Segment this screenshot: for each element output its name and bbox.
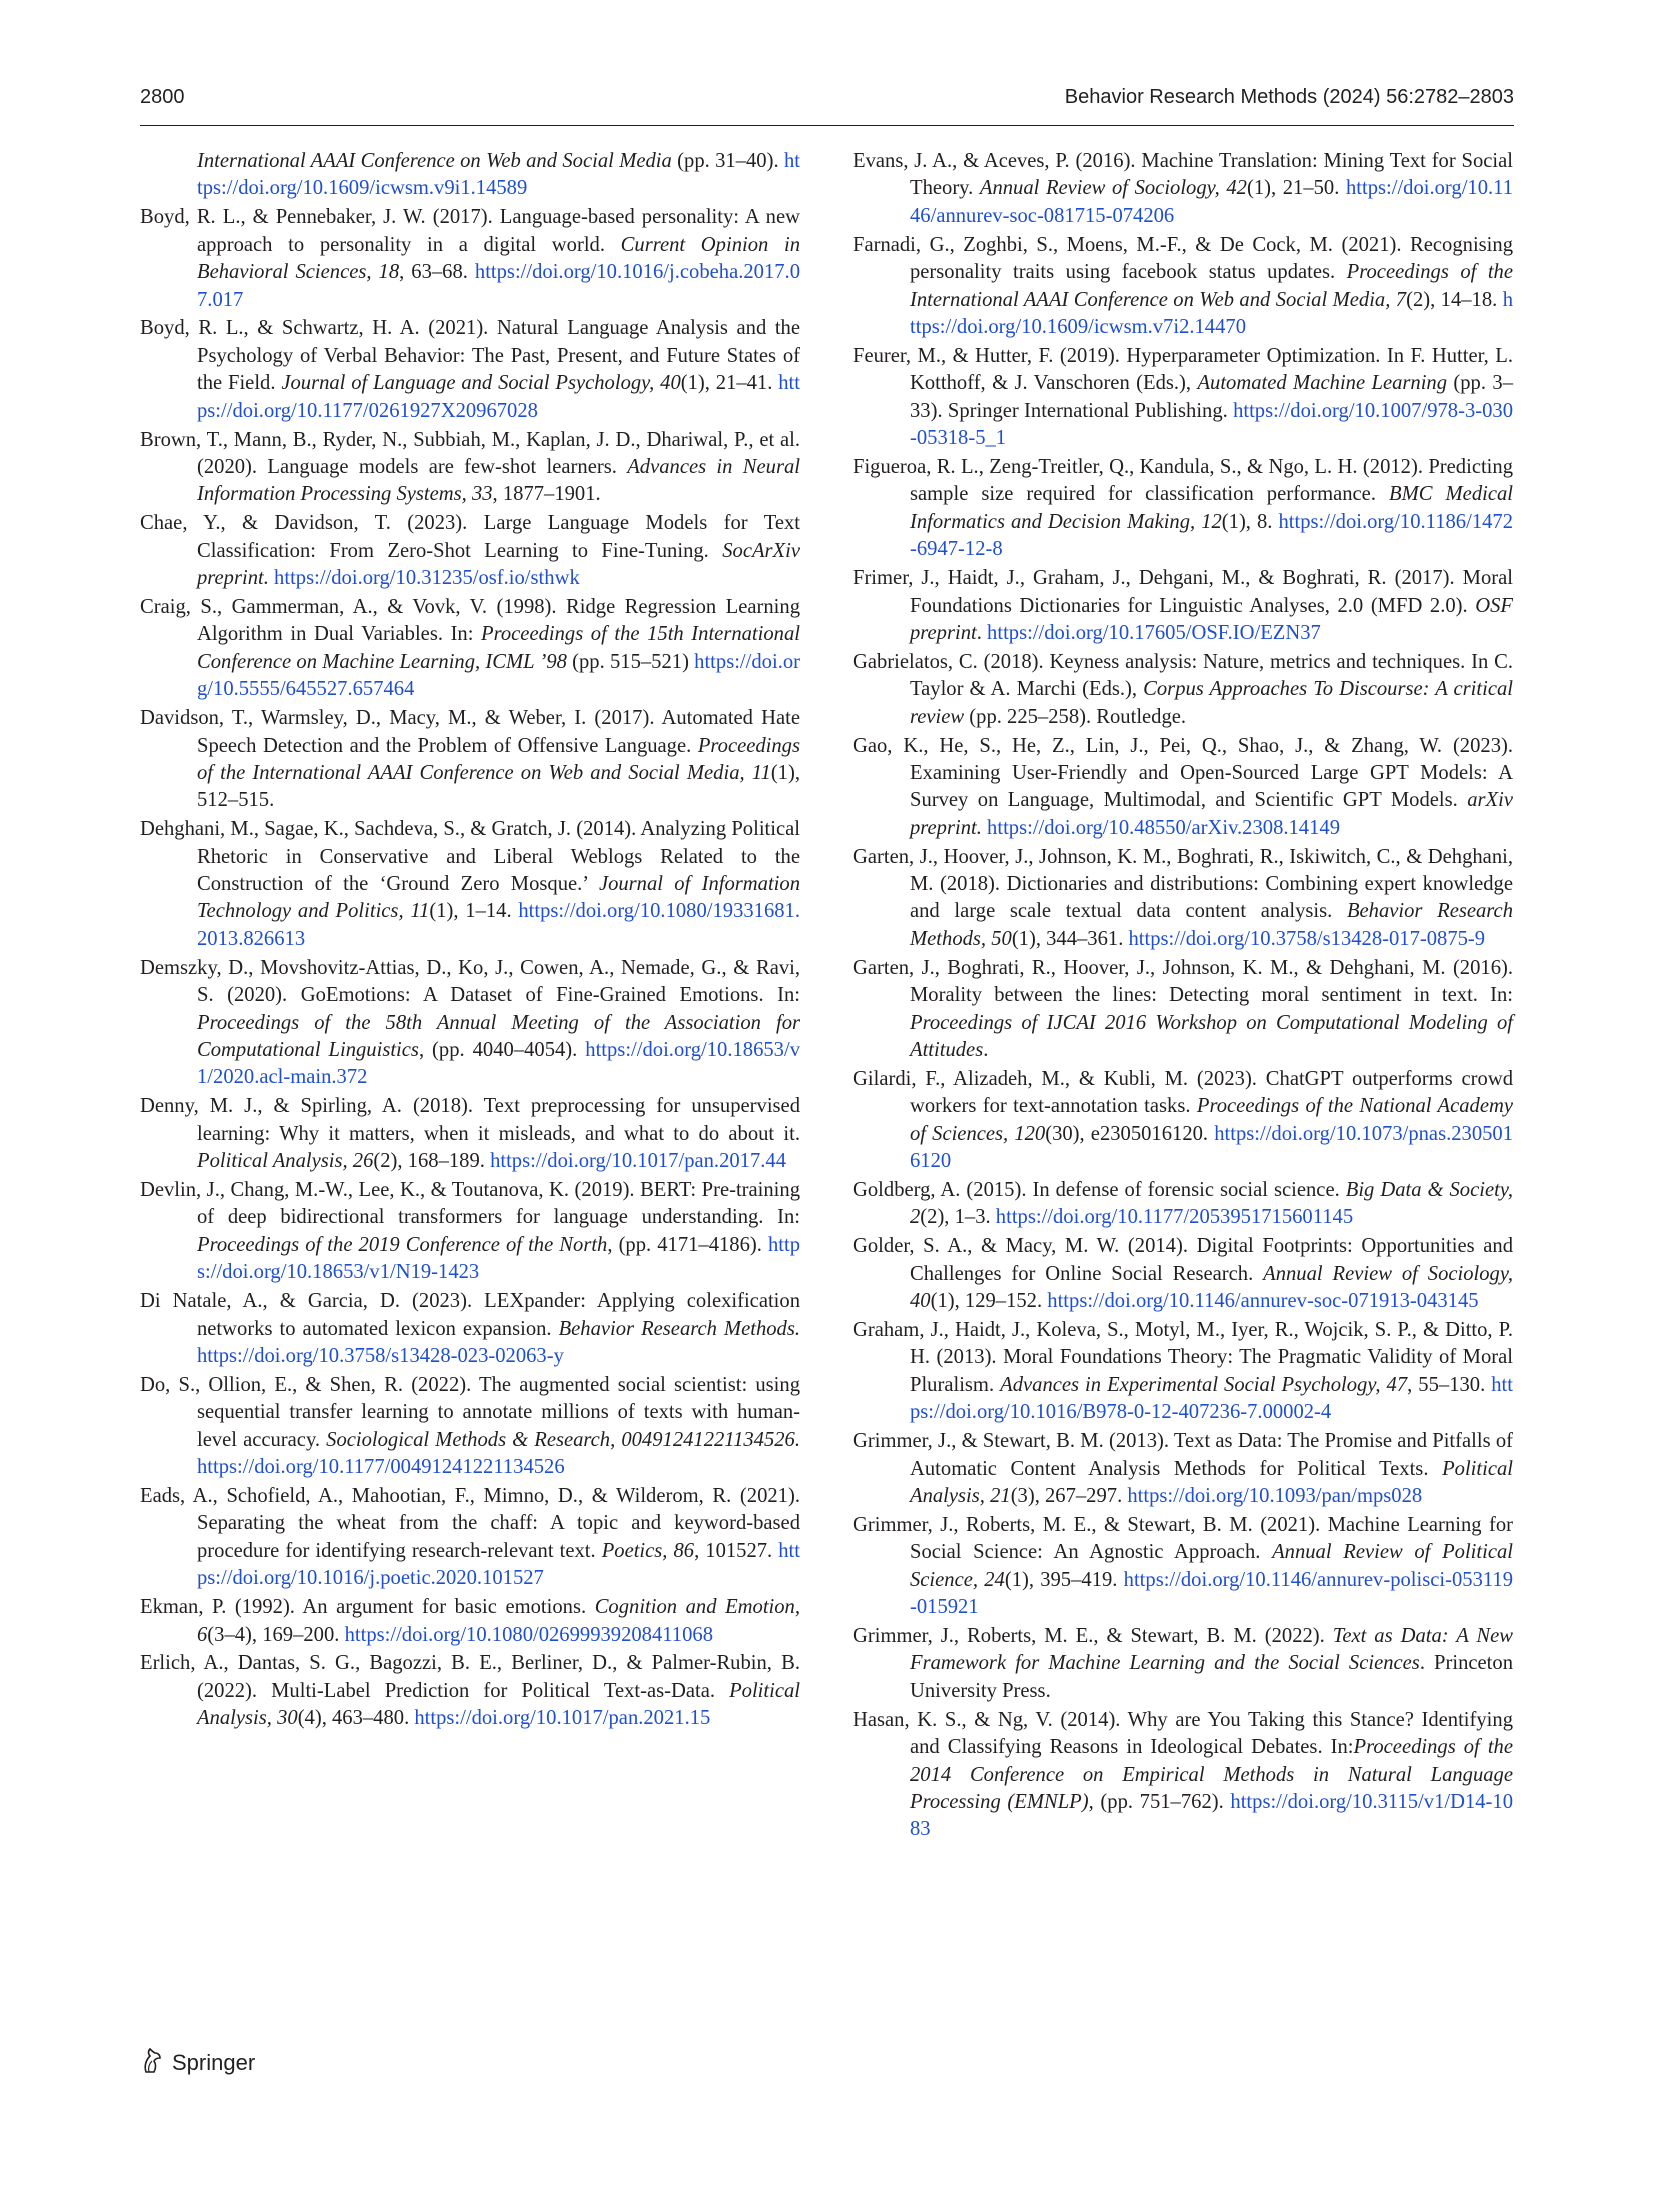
- reference-details: (pp. 3–33). Springer International Publishing.: [910, 372, 1513, 422]
- reference-text: [853, 1233, 1513, 1315]
- reference-authors-title: Grimmer, J., Roberts, M. E., & Stewart, B. M. (2021). Machine Learning for Social Science: An Agnostic Approach.: [853, 1513, 1513, 1564]
- reference-text: [853, 1623, 1514, 1705]
- reference-source: Advances in Experimental Social Psychology, 47: [1000, 1373, 1408, 1396]
- reference-source: Proceedings of the 58th Annual Meeting of the Association for Computational Linguistics: [197, 1011, 800, 1061]
- reference-entry: [140, 1093, 800, 1175]
- reference-entry: [140, 705, 800, 815]
- reference-text: [140, 510, 800, 592]
- reference-authors-title: Garten, J., Hoover, J., Johnson, K. M., Boghrati, R., Iskiwitch, C., & Dehghani, M. (2018). Dictionaries and distributions: Combining expert knowledge and large scale textual data content analysis.: [853, 845, 1513, 923]
- reference-authors-title: Dehghani, M., Sagae, K., Sachdeva, S., & Gratch, J. (2014). Analyzing Political Rhetoric in Conservative and Liberal Weblogs Related to the Construction of the ‘Ground Zero Mosque.’: [140, 818, 800, 896]
- reference-entry: [140, 1594, 800, 1649]
- doi-link[interactable]: https://doi.org/10.1186/1472-6947-12-8: [910, 510, 1514, 561]
- reference-authors-title: Graham, J., Haidt, J., Koleva, S., Motyl, M., Iyer, R., Wojcik, S. P., & Ditto, P. H. (2013). Moral Foundations Theory: The Pragmatic Validity of Moral Pluralism.: [853, 1319, 1513, 1396]
- reference-source: Political Analysis, 21: [910, 1457, 1513, 1507]
- doi-link[interactable]: https://doi.org/10.18653/v1/2020.acl-main.372: [197, 1039, 800, 1089]
- doi-link[interactable]: https://doi.org/10.1146/annurev-soc-071913-043145: [1047, 1290, 1479, 1313]
- reference-authors-title: Denny, M. J., & Spirling, A. (2018). Text preprocessing for unsupervised learning: Why it matters, when it misleads, and what to do about it.: [140, 1095, 800, 1145]
- reference-entry: [853, 1317, 1513, 1427]
- reference-text: [140, 1093, 800, 1175]
- reference-entry: [853, 232, 1513, 342]
- doi-link[interactable]: https://doi.org/10.1016/j.poetic.2020.101527: [197, 1539, 800, 1590]
- running-header: [140, 86, 1514, 116]
- doi-link[interactable]: https://doi.org/10.1017/pan.2021.15: [414, 1707, 711, 1730]
- reference-text: [853, 454, 1514, 564]
- reference-source: Big Data & Society, 2: [910, 1179, 1513, 1229]
- doi-link[interactable]: https://doi.org/10.1080/02699939208411068: [344, 1623, 713, 1646]
- reference-details: (3–4), 169–200.: [207, 1623, 345, 1646]
- reference-source: Proceedings of the 2014 Conference on Empirical Methods in Natural Language Processing (EMNLP): [910, 1736, 1513, 1813]
- references-right-column: [853, 148, 1513, 1845]
- reference-source: International AAAI Conference on Web and Social Media: [197, 150, 672, 172]
- reference-text: [140, 1177, 801, 1287]
- reference-details: (1), 344–361.: [1011, 927, 1129, 950]
- reference-source: Current Opinion in Behavioral Sciences, 18: [197, 233, 800, 284]
- reference-text: [853, 343, 1513, 453]
- doi-link[interactable]: https://doi.org/10.1177/0261927X20967028: [197, 372, 800, 422]
- reference-text: [140, 955, 800, 1092]
- references-left-column: [140, 148, 800, 1734]
- reference-details: (1), 21–41.: [680, 372, 779, 395]
- doi-link[interactable]: https://doi.org/10.3758/s13428-023-02063-y: [197, 1344, 564, 1367]
- reference-details: (1), 21–50.: [1246, 177, 1346, 200]
- doi-link[interactable]: https://doi.org/10.17605/OSF.IO/EZN37: [987, 621, 1321, 644]
- reference-entry: [140, 1483, 800, 1593]
- reference-authors-title: Feurer, M., & Hutter, F. (2019). Hyperparameter Optimization. In F. Hutter, L. Kotthoff, & J. Vanschoren (Eds.),: [853, 344, 1513, 395]
- springer-logo-icon: [140, 2046, 164, 2074]
- reference-source: Political Analysis, 26: [197, 1150, 374, 1173]
- reference-details: (1), 395–419.: [1004, 1568, 1124, 1591]
- doi-link[interactable]: https://doi.org/10.18653/v1/N19-1423: [197, 1233, 801, 1284]
- reference-details: (1), 8.: [1221, 510, 1279, 533]
- reference-details: , (pp. 4171–4186).: [607, 1233, 768, 1256]
- reference-text: [853, 148, 1514, 230]
- publisher-name: Springer: [172, 2050, 256, 2075]
- reference-authors-title: Di Natale, A., & Garcia, D. (2023). LEXpander: Applying colexification networks to automated lexicon expansion.: [140, 1290, 800, 1340]
- reference-text: [140, 816, 800, 953]
- reference-details: (1), 129–152.: [930, 1290, 1048, 1313]
- reference-source: Poetics, 86: [601, 1539, 695, 1562]
- reference-entry: [140, 816, 800, 953]
- reference-details: .: [983, 1039, 989, 1061]
- reference-text: [140, 1372, 800, 1482]
- reference-entry: [140, 1650, 800, 1732]
- reference-details: , (pp. 751–762).: [1088, 1790, 1231, 1813]
- reference-authors-title: Craig, S., Gammerman, A., & Vovk, V. (1998). Ridge Regression Learning Algorithm in Dual Variables. In:: [140, 596, 800, 646]
- reference-text: [143, 148, 800, 203]
- reference-source: Proceedings of the International AAAI Conference on Web and Social Media, 11: [197, 734, 800, 784]
- reference-source: Political Analysis, 30: [197, 1679, 800, 1730]
- reference-source: Proceedings of the 15th International Conference on Machine Learning, ICML ’98: [197, 623, 800, 673]
- publisher-footer: [140, 2048, 255, 2078]
- reference-text: [853, 1512, 1513, 1622]
- reference-entry: [853, 1623, 1513, 1705]
- reference-text: [140, 594, 800, 704]
- reference-details: (pp. 515–521): [566, 650, 695, 673]
- reference-authors-title: Golder, S. A., & Macy, M. W. (2014). Digital Footprints: Opportunities and Challenges for Online Social Research.: [853, 1235, 1513, 1285]
- reference-source: BMC Medical Informatics and Decision Making, 12: [910, 483, 1513, 533]
- reference-authors-title: Goldberg, A. (2015). In defense of forensic social science.: [853, 1179, 1346, 1202]
- reference-text: [853, 1317, 1513, 1427]
- reference-entry: [140, 315, 800, 425]
- doi-link[interactable]: https://doi.org/10.48550/arXiv.2308.14149: [987, 816, 1340, 839]
- header-rule: [140, 125, 1514, 126]
- reference-authors-title: Devlin, J., Chang, M.-W., Lee, K., & Toutanova, K. (2019). BERT: Pre-training of deep bidirectional transformers for language understanding. In:: [140, 1179, 800, 1229]
- doi-link[interactable]: https://doi.org/10.1007/978-3-030-05318-5_1: [910, 399, 1513, 450]
- reference-details: (2), 14–18.: [1406, 288, 1503, 311]
- reference-source: Annual Review of Political Science, 24: [910, 1541, 1513, 1591]
- doi-link[interactable]: https://doi.org/10.1609/icwsm.v7i2.14470: [910, 288, 1514, 338]
- springer-horse-icon: [140, 2046, 164, 2080]
- reference-text: [140, 1650, 800, 1732]
- reference-entry: [853, 565, 1513, 647]
- reference-entry: [853, 1233, 1513, 1315]
- reference-entry: [853, 955, 1513, 1065]
- reference-text: [853, 733, 1513, 843]
- reference-text: [853, 844, 1513, 954]
- reference-entry: [140, 148, 800, 203]
- reference-entry: [853, 1177, 1513, 1232]
- reference-authors-title: Chae, Y., & Davidson, T. (2023). Large Language Models for Text Classification: From Zero-Shot Learning to Fine-Tuning.: [140, 512, 800, 562]
- reference-entry: [853, 454, 1513, 564]
- reference-details: (30), e2305016120.: [1045, 1122, 1215, 1145]
- reference-authors-title: Gao, K., He, S., He, Z., Lin, J., Pei, Q., Shao, J., & Zhang, W. (2023). Examining User-Friendly and Open-Sourced Large GPT Models: A Survey on Language, Multimodal, and Scientific GPT Models.: [853, 734, 1513, 812]
- reference-authors-title: Hasan, K. S., & Ng, V. (2014). Why are You Taking this Stance? Identifying and Classifying Reasons in Ideological Debates. In:: [853, 1708, 1513, 1759]
- doi-link[interactable]: https://doi.org/10.1146/annurev-soc-081715-074206: [910, 177, 1514, 227]
- reference-text: [140, 427, 800, 509]
- reference-authors-title: Grimmer, J., Roberts, M. E., & Stewart, B. M. (2022).: [853, 1625, 1333, 1648]
- reference-entry: [140, 1177, 800, 1287]
- reference-authors-title: Garten, J., Boghrati, R., Hoover, J., Johnson, K. M., & Dehghani, M. (2016). Morality between the lines: Detecting moral sentiment in text. In:: [853, 956, 1513, 1007]
- reference-source: Proceedings of the 2019 Conference of the North: [197, 1233, 608, 1256]
- reference-entry: [140, 955, 800, 1092]
- reference-text: [853, 1707, 1514, 1844]
- reference-source: Corpus Approaches To Discourse: A critical review: [910, 678, 1513, 728]
- reference-source: Sociological Methods & Research, 00491241221134526.: [326, 1428, 800, 1451]
- reference-source: Journal of Language and Social Psychology, 40: [281, 372, 681, 395]
- reference-source: Text as Data: A New Framework for Machine Learning and the Social Sciences: [910, 1625, 1514, 1675]
- reference-source: Behavior Research Methods, 50: [910, 900, 1513, 950]
- doi-link[interactable]: https://doi.org/10.1073/pnas.2305016120: [910, 1122, 1514, 1173]
- doi-link[interactable]: https://doi.org/10.3115/v1/D14-1083: [910, 1790, 1514, 1841]
- reference-authors-title: Erlich, A., Dantas, S. G., Bagozzi, B. E., Berliner, D., & Palmer-Rubin, B. (2022). Multi-Label Prediction for Political Text-as-Data.: [140, 1652, 800, 1702]
- reference-text: [853, 1428, 1513, 1510]
- reference-source: Automated Machine Learning: [1197, 372, 1448, 395]
- reference-authors-title: Gabrielatos, C. (2018). Keyness analysis: Nature, metrics and techniques. In C. Taylor & A. Marchi (Eds.),: [853, 650, 1513, 701]
- reference-authors-title: Evans, J. A., & Aceves, P. (2016). Machine Translation: Mining Text for Social Theory.: [853, 150, 1513, 200]
- reference-text: [853, 232, 1514, 342]
- reference-authors-title: Grimmer, J., & Stewart, B. M. (2013). Text as Data: The Promise and Pitfalls of Automatic Content Analysis Methods for Political Texts.: [853, 1430, 1513, 1480]
- reference-authors-title: Farnadi, G., Zoghbi, S., Moens, M.-F., & De Cock, M. (2021). Recognising personality traits using facebook status updates.: [853, 233, 1513, 284]
- reference-details: (pp. 225–258). Routledge.: [964, 705, 1187, 728]
- doi-link[interactable]: https://doi.org/10.1080/19331681.2013.826613: [197, 900, 800, 950]
- reference-details: . Princeton University Press.: [910, 1652, 1513, 1702]
- reference-entry: [140, 1372, 800, 1482]
- reference-details: (1), 1–14.: [429, 900, 519, 923]
- reference-entry: [853, 844, 1513, 954]
- reference-text: [140, 1288, 801, 1370]
- reference-text: [140, 315, 800, 425]
- doi-link[interactable]: https://doi.org/10.1016/B978-0-12-407236-7.00002-4: [910, 1373, 1513, 1424]
- reference-text: [140, 204, 800, 314]
- reference-source: OSF preprint: [910, 594, 1513, 644]
- reference-source: Cognition and Emotion, 6: [197, 1596, 801, 1646]
- doi-link[interactable]: https://doi.org/10.5555/645527.657464: [197, 650, 800, 701]
- reference-text: [140, 1483, 800, 1593]
- reference-source: Journal of Information Technology and Politics, 11: [197, 873, 800, 923]
- reference-entry: [853, 733, 1513, 843]
- reference-details: , (pp. 4040–4054).: [418, 1039, 586, 1061]
- reference-source: SocArXiv preprint.: [197, 539, 800, 590]
- reference-text: [853, 1066, 1514, 1176]
- reference-entry: [853, 343, 1513, 453]
- reference-details: , 63–68.: [399, 261, 475, 284]
- reference-details: (2), 168–189.: [373, 1150, 491, 1173]
- reference-entry: [140, 204, 800, 314]
- reference-details: (3), 267–297.: [1010, 1485, 1128, 1507]
- reference-text: [853, 955, 1513, 1065]
- reference-details: , 101527.: [694, 1539, 779, 1562]
- doi-link[interactable]: https://doi.org/10.1609/icwsm.v9i1.14589: [197, 150, 800, 200]
- reference-entry: [853, 649, 1513, 731]
- reference-source: Proceedings of the National Academy of Sciences, 120: [910, 1095, 1513, 1145]
- reference-entry: [140, 594, 800, 704]
- reference-authors-title: Figueroa, R. L., Zeng-Treitler, Q., Kandula, S., & Ngo, L. H. (2012). Predicting sample size required for classification performance.: [853, 455, 1513, 506]
- reference-authors-title: Frimer, J., Haidt, J., Graham, J., Dehgani, M., & Boghrati, R. (2017). Moral Foundations Dictionaries for Linguistic Analyses, 2.0 (MFD 2.0).: [853, 567, 1513, 617]
- doi-link[interactable]: https://doi.org/10.1177/00491241221134526: [197, 1456, 565, 1479]
- reference-authors-title: Boyd, R. L., & Schwartz, H. A. (2021). Natural Language Analysis and the Psychology of Verbal Behavior: The Past, Present, and Future States of the Field.: [140, 317, 800, 395]
- reference-details: (pp. 31–40).: [671, 150, 784, 172]
- doi-link[interactable]: https://doi.org/10.1017/pan.2017.44: [490, 1150, 787, 1173]
- page-number: 2800: [140, 86, 185, 108]
- reference-source: Proceedings of the International AAAI Conference on Web and Social Media, 7: [910, 261, 1513, 311]
- doi-link[interactable]: https://doi.org/10.1146/annurev-polisci-053119-015921: [910, 1568, 1513, 1619]
- reference-text: [140, 1594, 801, 1649]
- reference-text: [140, 705, 800, 815]
- doi-link[interactable]: https://doi.org/10.3758/s13428-017-0875-9: [1128, 927, 1486, 950]
- reference-authors-title: Do, S., Ollion, E., & Shen, R. (2022). The augmented social scientist: using sequential transfer learning to annotate millions of texts with human-level accuracy.: [140, 1373, 800, 1451]
- journal-citation: Behavior Research Methods (2024) 56:2782–2803: [1064, 86, 1514, 108]
- doi-link[interactable]: https://doi.org/10.1177/2053951715601145: [995, 1206, 1354, 1229]
- doi-link[interactable]: https://doi.org/10.1016/j.cobeha.2017.07.017: [197, 261, 800, 311]
- reference-authors-title: Boyd, R. L., & Pennebaker, J. W. (2017). Language-based personality: A new approach to personality in a digital world.: [140, 206, 800, 256]
- reference-source: arXiv preprint.: [910, 789, 1513, 839]
- reference-authors-title: Eads, A., Schofield, A., Mahootian, F., Mimno, D., & Wilderom, R. (2021). Separating the wheat from the chaff: A topic and keyword-based procedure for identifying research-relevant text.: [140, 1485, 800, 1562]
- reference-entry: [853, 1066, 1513, 1176]
- reference-authors-title: Davidson, T., Warmsley, D., Macy, M., & Weber, I. (2017). Automated Hate Speech Detection and the Problem of Offensive Language.: [140, 707, 800, 757]
- reference-text: [853, 565, 1513, 647]
- reference-details: (1), 512–515.: [197, 761, 800, 812]
- reference-details: .: [976, 621, 988, 644]
- reference-entry: [853, 1512, 1513, 1622]
- reference-authors-title: Gilardi, F., Alizadeh, M., & Kubli, M. (2023). ChatGPT outperforms crowd workers for text-annotation tasks.: [853, 1067, 1513, 1118]
- reference-entry: [140, 1288, 800, 1370]
- reference-source: Advances in Neural Information Processing Systems, 33: [197, 455, 800, 506]
- reference-source: Proceedings of IJCAI 2016 Workshop on Computational Modeling of Attitudes: [910, 1011, 1513, 1061]
- reference-entry: [853, 148, 1513, 230]
- reference-source: Annual Review of Sociology, 42: [979, 177, 1247, 200]
- doi-link[interactable]: https://doi.org/10.1093/pan/mps028: [1127, 1485, 1423, 1507]
- reference-entry: [853, 1428, 1513, 1510]
- reference-source: Behavior Research Methods.: [558, 1317, 801, 1340]
- doi-link[interactable]: https://doi.org/10.31235/osf.io/sthwk: [274, 567, 580, 590]
- reference-text: [853, 1177, 1513, 1232]
- reference-text: [853, 649, 1513, 731]
- reference-details: , 55–130.: [1407, 1373, 1492, 1396]
- reference-entry: [853, 1707, 1513, 1844]
- reference-entry: [140, 427, 800, 509]
- reference-details: (2), 1–3.: [920, 1206, 996, 1229]
- reference-authors-title: Demszky, D., Movshovitz-Attias, D., Ko, J., Cowen, A., Nemade, G., & Ravi, S. (2020). GoEmotions: A Dataset of Fine-Grained Emotions. In:: [140, 956, 800, 1007]
- reference-details: (4), 463–480.: [297, 1707, 415, 1730]
- reference-source: Annual Review of Sociology, 40: [910, 1262, 1513, 1313]
- reference-entry: [140, 510, 800, 592]
- reference-authors-title: Brown, T., Mann, B., Ryder, N., Subbiah, M., Kaplan, J. D., Dhariwal, P., et al. (2020). Language models are few-shot learners.: [140, 428, 800, 478]
- reference-authors-title: Ekman, P. (1992). An argument for basic emotions.: [140, 1596, 595, 1619]
- reference-details: , 1877–1901.: [492, 483, 601, 506]
